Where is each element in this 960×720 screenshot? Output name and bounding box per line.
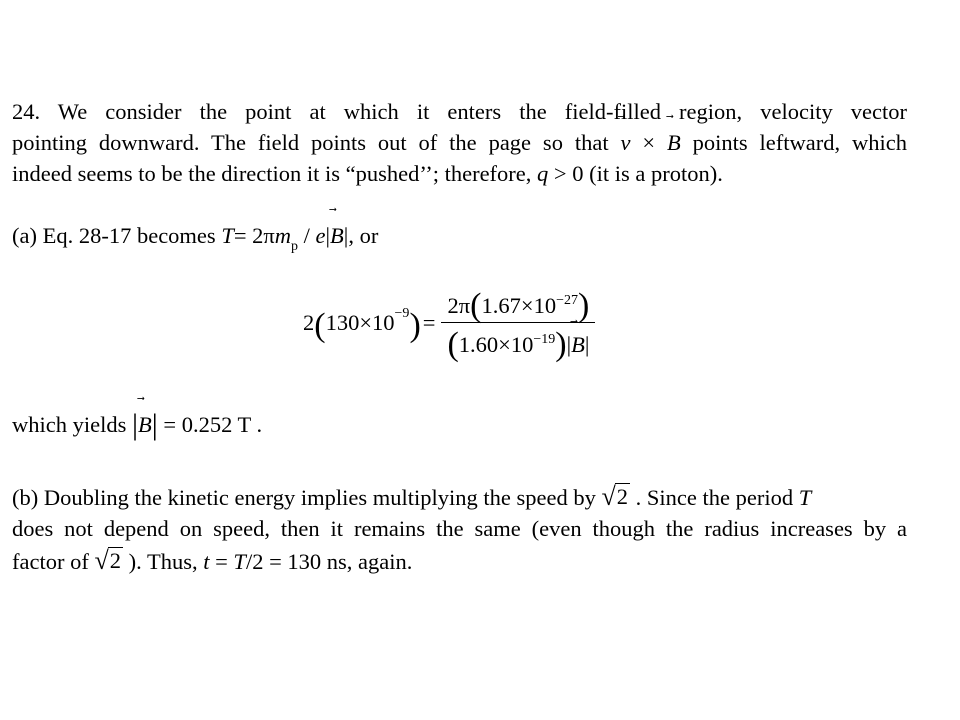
part-a-statement: (a) Eq. 28-17 becomes $T= 2\pi m_p / e|$ B|, or: [12, 223, 379, 254]
intro-line-2-text: pointing downward. The field points out of the page so that: [12, 130, 609, 155]
sqrt-two: √ 2: [601, 482, 629, 511]
intro-line-2: [12, 127, 907, 158]
sqrt-two-second: √ 2: [94, 546, 121, 575]
intro-line-1: 24. We consider the point at which it enters the field-filled region, velocity vector: [12, 99, 907, 124]
charge-q: q: [537, 161, 549, 186]
part-b-line-2: does not depend on speed, then it remains the same (even though the radius increases by a: [12, 516, 907, 541]
part-b-statement: (b) Doubling the kinetic energy implies multiplying the speed by √ 2 . Since the period T does not depend on speed, then it remains the same (even though the radius increases by a factor of √ 2 ). Thus, t = T/2 = 130 ns, again.: [12, 482, 907, 575]
vector-B: B: [667, 130, 681, 155]
part-a-result: which yields | B| = 0.252 T .: [12, 408, 263, 441]
fraction-numerator: $2\pi(1.67\times 10^{-27})$: [447, 287, 590, 324]
cross-symbol: ×: [642, 130, 656, 155]
vector-v: v: [620, 130, 631, 155]
problem-24-intro: [12, 96, 907, 189]
fraction-denominator: $(1.60\times 10^{-19})|$ B|: [447, 326, 590, 363]
intro-line-2-tail: points leftward, which: [692, 130, 908, 155]
period-equation: 2 ( 130×10 −9 ) = $2\pi(1.67\times 10^{-27})$ $(1.60\times 10^{-19})|$ B|: [303, 286, 595, 359]
intro-line-3: indeed seems to be the direction it is “pushed’’; therefore, q > 0 (it is a proton).: [12, 161, 723, 186]
